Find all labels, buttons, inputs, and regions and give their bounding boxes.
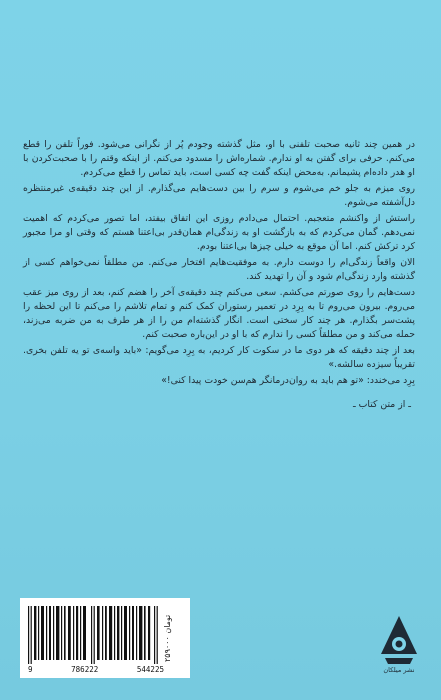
isbn-group-2: 544225 bbox=[136, 665, 164, 674]
excerpt-paragraph: بعد از چند دقیقه که هر دوی ما در سکوت کار کردیم، به بِرِد می‌گویم: «باید واسه‌ی تو یه تلفن بخری. تقریباً سیزده سالشه.» bbox=[23, 345, 415, 370]
back-cover-excerpt bbox=[23, 138, 415, 414]
barcode-bars bbox=[28, 606, 162, 664]
publisher-name: نشر میلکان bbox=[383, 666, 415, 674]
excerpt-source: ـ از متن کتاب ـ bbox=[352, 399, 411, 410]
excerpt-paragraph: راستش از واکنشم متعجبم. احتمال می‌دادم روزی این اتفاق بیفتد، اما تصور می‌کردم که اهمیت نمی‌دهم. گمان می‌کردم که به بازگشت او به زندگی‌ام همان‌قدر بی‌اعتنا هستم که وقتی او مرا مجبور کرد ترکش کنم. اما آن موقع به خیلی چیزها بی‌اعتنا بودم. bbox=[23, 213, 415, 252]
isbn-prefix: 9 bbox=[28, 665, 33, 674]
excerpt-paragraph: بِرِد می‌خندد: «تو هم باید به روان‌درمانگر هم‌سن خودت پیدا کنی!» bbox=[161, 375, 415, 386]
isbn-digits bbox=[28, 665, 164, 674]
excerpt-paragraph: در همین چند ثانیه صحبت تلفنی با او، مثل گذشته وجودم پُر از نگرانی می‌شود. فوراً تلفن را قطع می‌کنم. حرفی برای گفتن به او ندارم. شماره‌اش را مسدود می‌کنم. از اینکه وقتم را با صحبت‌کردن با او هدر داده‌ام پشیمانم. به‌محض اینکه گفت چه کسی است، باید تماس را قطع می‌کردم. bbox=[23, 139, 415, 178]
triangle-drop-logo-icon bbox=[377, 614, 421, 674]
excerpt-paragraph: دست‌هایم را روی صورتم می‌کشم. سعی می‌کنم چند دقیقه‌ی آخر را هضم کنم، بعد از روی میز عقب می‌روم. بیرون می‌روم تا به بِرِد در تعمیر رستوران کمک کنم و تمام تلاشم را می‌کنم تا این لحظه را پشت‌سر بگذارم. هر چند کار سختی است. انگار گذشته‌ام من را از هر طرف به من ضربه می‌زند، حمله می‌کند و من مطلقاً کسی را ندارم که با او در این‌باره صحبت کنم. bbox=[23, 287, 415, 340]
excerpt-paragraph: الان واقعاً زندگی‌ام را دوست دارم. به موفقیت‌هایم افتخار می‌کنم. من مطلقاً نمی‌خواهم کسی از گذشته وارد زندگی‌ام شود و آن را تهدید کند. bbox=[23, 257, 415, 282]
isbn-group-1: 786222 bbox=[71, 665, 99, 674]
price-label: ۲۵۹۰۰۰ تومان bbox=[163, 614, 172, 662]
excerpt-paragraph: روی میزم به جلو خم می‌شوم و سرم را بین دست‌هایم می‌گذارم. از این چند دقیقه‌ی غیرمنتظره دل‌آشفته می‌شوم. bbox=[23, 183, 415, 208]
